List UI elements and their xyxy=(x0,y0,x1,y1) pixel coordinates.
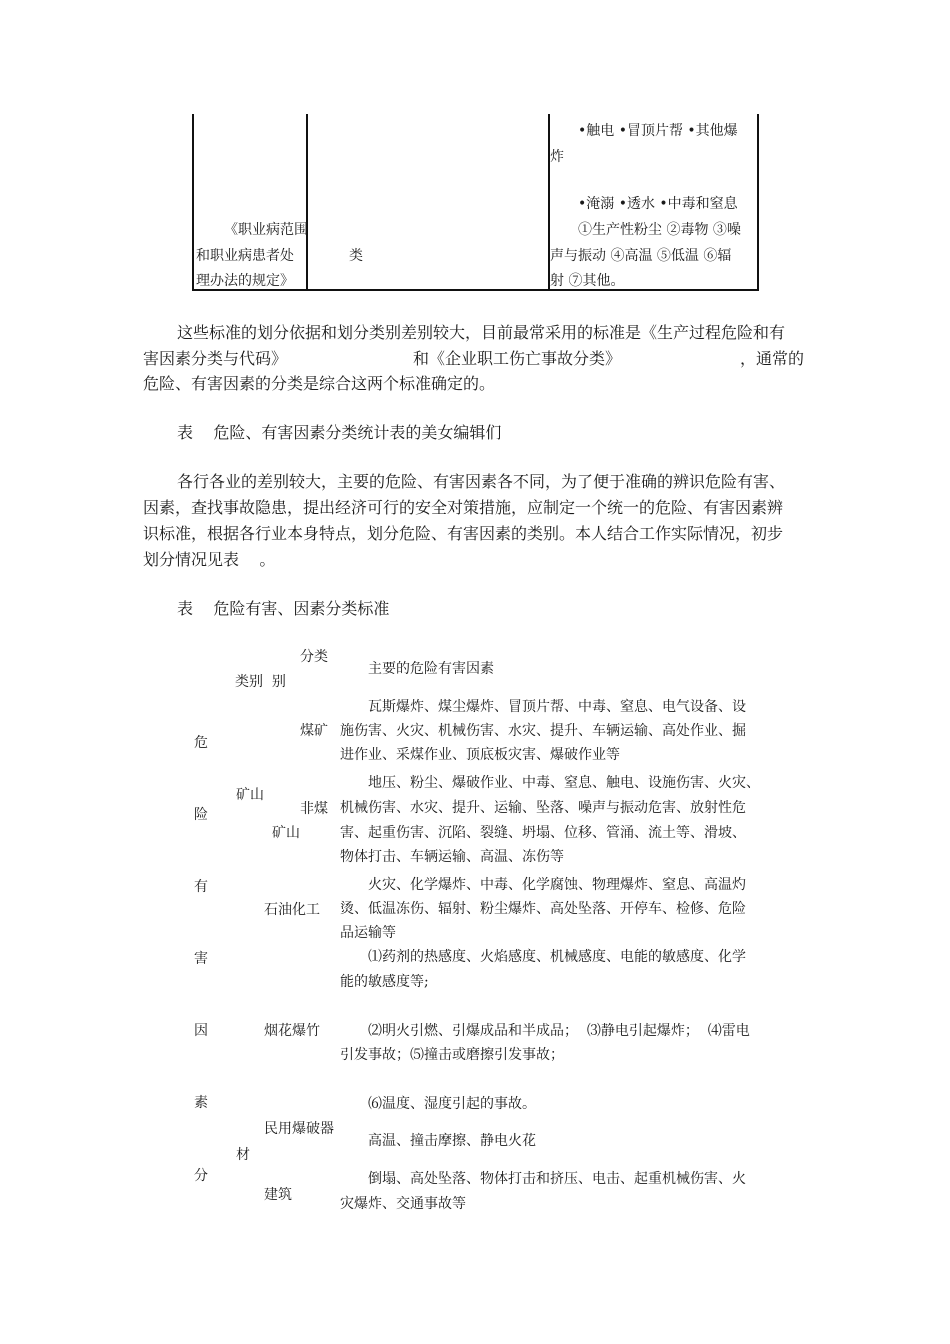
vertical-char: 险 xyxy=(194,807,208,823)
factor-line: 施伤害、火灾、机械伤害、水灾、提升、车辆运输、高处作业、掘 xyxy=(340,723,746,739)
factor-line: 火灾、化学爆炸、中毒、化学腐蚀、物理爆炸、窒息、高温灼 xyxy=(368,877,746,893)
top-col1-line: 理办法的规定》 xyxy=(196,273,294,289)
vertical-char: 素 xyxy=(194,1095,208,1111)
top-col1-line: 《职业病范围 xyxy=(224,222,308,238)
row-label-feimei: 矿山 xyxy=(272,825,300,841)
top-col3-line: ①生产性粉尘 ②毒物 ③噪 xyxy=(578,222,741,238)
factor-line: 品运输等 xyxy=(340,925,396,941)
paragraph-line: 因素，查找事故隐患，提出经济可行的安全对策措施，应制定一个统一的危险、有害因素辨 xyxy=(143,498,784,517)
vertical-char: 因 xyxy=(194,1023,208,1039)
factor-line: 物体打击、车辆运输、高温、冻伤等 xyxy=(340,849,564,865)
factor-line: 进作业、采煤作业、顶底板灾害、爆破作业等 xyxy=(340,747,620,763)
header-main-factors: 主要的危险有害因素 xyxy=(368,661,494,677)
factor-line: ⑴药剂的热感度、火焰感度、机械感度、电能的敏感度、化学 xyxy=(368,949,746,965)
paragraph-line: 各行各业的差别较大，主要的危险、有害因素各不同，为了便于准确的辨识危险有害、 xyxy=(177,472,786,491)
factor-line: 瓦斯爆炸、煤尘爆炸、冒顶片帮、中毒、窒息、电气设备、设 xyxy=(368,699,746,715)
factor-line: 引发事故；⑸撞击或磨擦引发事故； xyxy=(340,1047,564,1063)
factor-line: 能的敏感度等; xyxy=(340,974,429,990)
factor-line: 害、起重伤害、沉陷、裂缝、坍塌、位移、管涌、流土等、滑坡、 xyxy=(340,825,746,841)
paragraph-line: 危险、有害因素的分类是综合这两个标准确定的。 xyxy=(143,374,496,393)
paragraph-line: 这些标准的划分依据和划分类别差别较大，目前最常采用的标准是《生产过程危险和有 xyxy=(177,323,786,342)
factor-line: 灾爆炸、交通事故等 xyxy=(340,1196,466,1212)
table-caption: 表 危险有害、因素分类标准 xyxy=(177,599,390,618)
row-label-minyong: 民用爆破器 xyxy=(264,1121,334,1137)
group-label-cai: 材 xyxy=(236,1147,250,1163)
factor-line: 高温、撞击摩擦、静电火花 xyxy=(368,1133,536,1149)
header-leibie: 类别 别 xyxy=(235,674,286,690)
paragraph-line: ，通常的 xyxy=(740,349,805,368)
factor-line: 地压、粉尘、爆破作业、中毒、窒息、触电、设施伤害、火灾、 xyxy=(368,775,760,791)
table-border-col2 xyxy=(306,114,308,290)
paragraph-line: 和《企业职工伤亡事故分类》 xyxy=(413,349,622,368)
factor-line: 烫、低温冻伤、辐射、粉尘爆炸、高处坠落、开停车、检修、危险 xyxy=(340,901,746,917)
paragraph-line: 划分情况见表 。 xyxy=(143,550,276,569)
row-label-feimei: 非煤 xyxy=(300,801,328,817)
vertical-char: 危 xyxy=(194,735,208,751)
table-caption: 表 危险、有害因素分类统计表的美女编辑们 xyxy=(177,423,502,442)
factor-line: ⑵明火引燃、引爆成品和半成品； ⑶静电引起爆炸； ⑷雷电 xyxy=(368,1023,750,1039)
top-col1-line: 和职业病患者处 xyxy=(196,248,294,264)
vertical-char: 有 xyxy=(194,879,208,895)
paragraph-line: 害因素分类与代码》 xyxy=(143,349,288,368)
top-col3-line: 炸 xyxy=(550,149,564,165)
table-border-left xyxy=(192,114,194,290)
header-fenlei: 分类 xyxy=(300,649,328,665)
vertical-char: 害 xyxy=(194,951,208,967)
row-label-meikuang: 煤矿 xyxy=(300,723,328,739)
factor-line: 倒塌、高处坠落、物体打击和挤压、电击、起重机械伤害、火 xyxy=(368,1171,746,1187)
group-label-kuangshan: 矿山 xyxy=(236,787,264,803)
top-col3-line: 声与振动 ④高温 ⑤低温 ⑥辐 xyxy=(550,248,732,264)
top-col3-line: •触电 •冒顶片帮 •其他爆 xyxy=(578,123,738,139)
top-col3-line: •淹溺 •透水 •中毒和窒息 xyxy=(578,196,738,212)
table-border-right xyxy=(757,114,759,290)
top-col3-line: 射 ⑦其他。 xyxy=(550,273,625,289)
row-label-shiyou: 石油化工 xyxy=(264,902,320,918)
factor-line: 机械伤害、水灾、提升、运输、坠落、噪声与振动危害、放射性危 xyxy=(340,800,746,816)
paragraph-line: 识标准，根据各行业本身特点，划分危险、有害因素的类别。本人结合工作实际情况，初步 xyxy=(143,524,784,543)
factor-line: ⑹温度、湿度引起的事故。 xyxy=(368,1096,536,1112)
row-label-yanhua: 烟花爆竹 xyxy=(264,1023,320,1039)
vertical-char: 分 xyxy=(194,1168,208,1184)
row-label-jianzhu: 建筑 xyxy=(264,1187,292,1203)
top-col2-text: 类 xyxy=(349,248,363,264)
